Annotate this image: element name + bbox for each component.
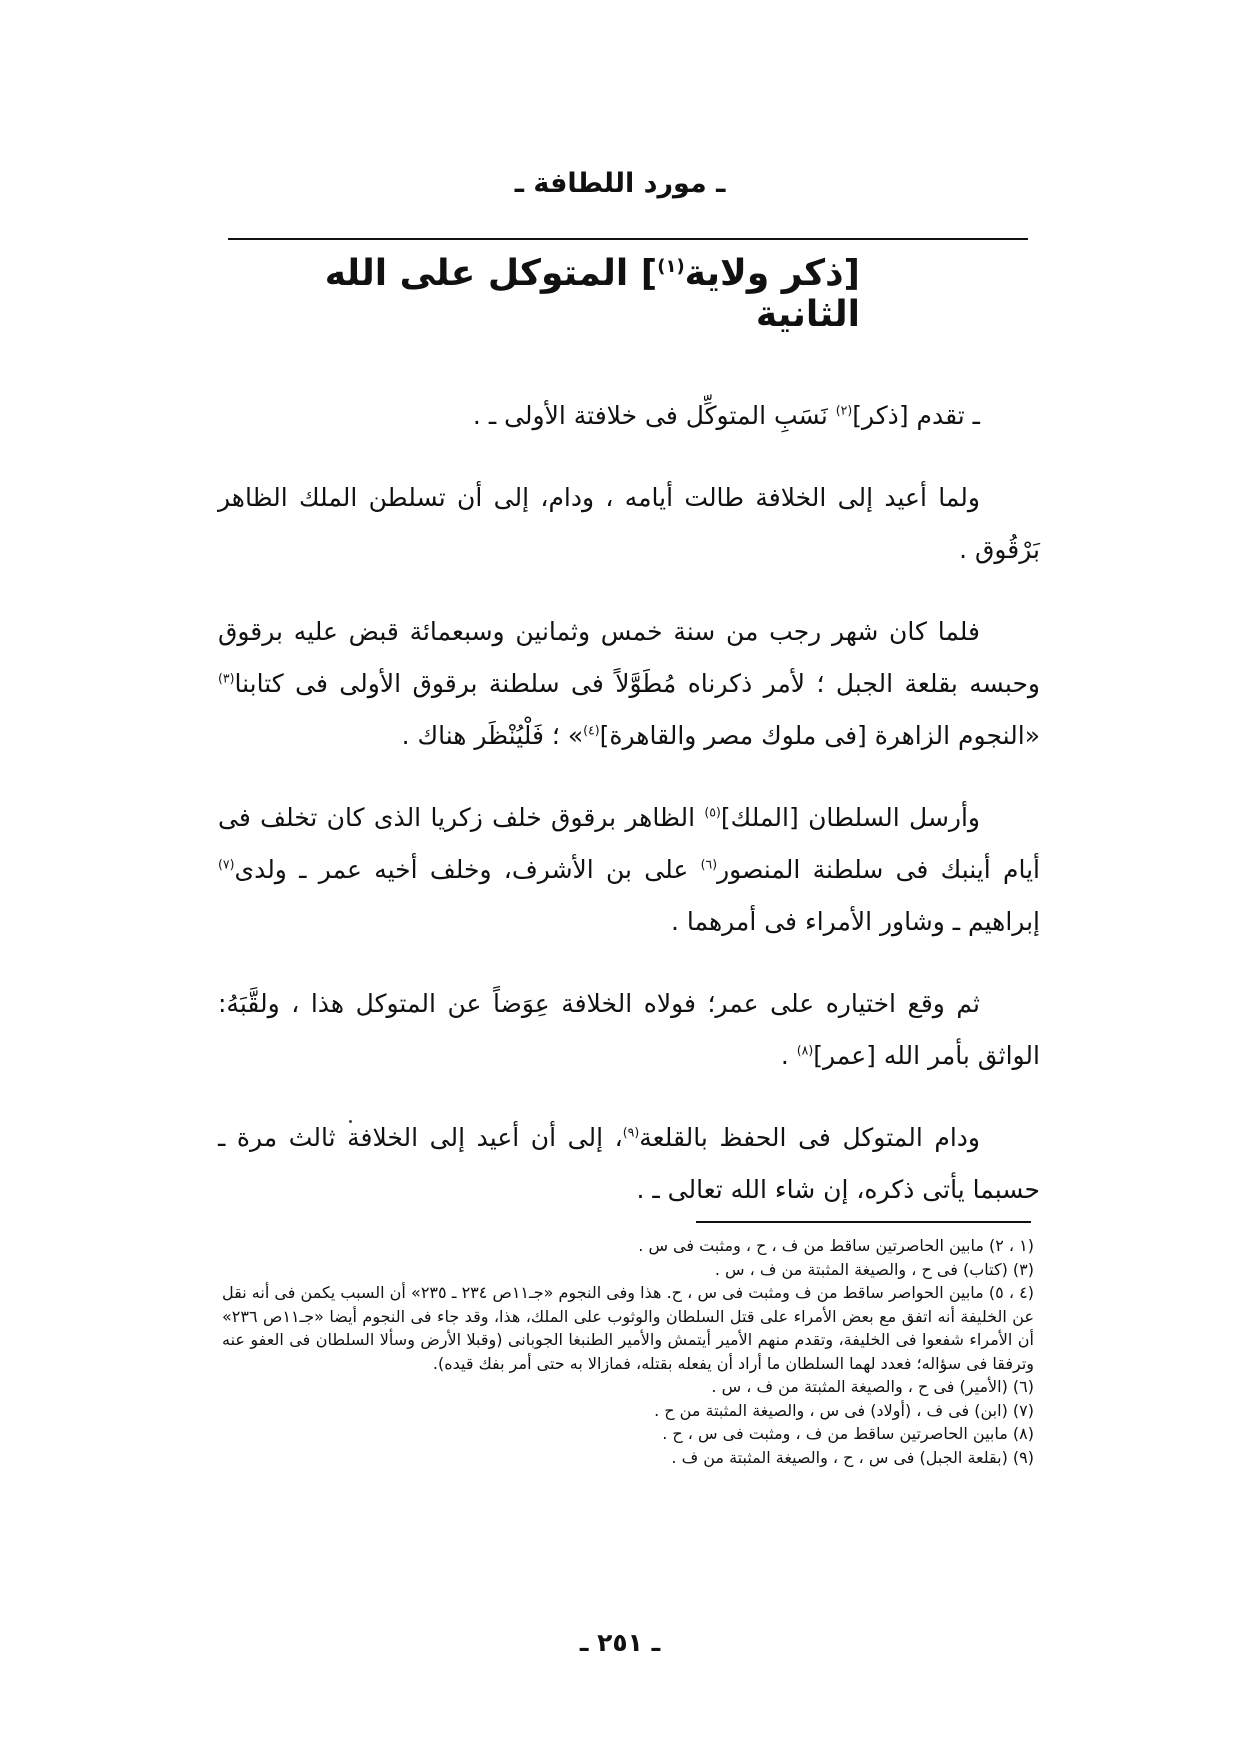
paragraph-text: نَسَبِ المتوكِّل فى خلافتة الأولى ـ . (472, 401, 836, 430)
footnote-ref: (٣) (218, 670, 235, 686)
paragraph (218, 472, 1040, 576)
paragraph-text: » ؛ فَلْيُنْظَر هناك . (401, 721, 584, 750)
paragraph (218, 606, 1040, 762)
paragraph-text: . (780, 1041, 797, 1070)
footnote-ref: (٨) (796, 1042, 814, 1058)
footnote: (٩) (بقلعة الجبل) فى س ، ح ، والصيغة المثبتة من ف . (671, 1447, 1034, 1467)
footnote-ref: (١) (657, 256, 685, 277)
footnote-ref: (٥) (704, 804, 721, 820)
footnote-ref: (٩) (622, 1124, 640, 1140)
chapter-title (228, 253, 860, 335)
footnote: (١ ، ٢) مابين الحاصرتين ساقط من ف ، ح ، ومثبت فى س . (638, 1236, 1034, 1255)
paragraph-text: الظاهر برقوق خلف زكريا الذى كان تخلف فى أيام أينبك فى سلطنة المنصور (218, 803, 1040, 884)
paragraph-text: «النجوم الزاهرة [فى ملوك مصر والقاهرة] (599, 721, 1040, 750)
footnote-ref: (٧) (218, 856, 235, 872)
footnote-ref: (٦) (700, 856, 718, 872)
paragraph-text: إبراهيم ـ وشاور الأمراء فى أمرهما . (670, 907, 1040, 936)
footnote: (٨) مابين الحاصرتين ساقط من ف ، ومثبت فى س ، ح . (662, 1424, 1034, 1443)
footnote-ref: (٢) (835, 402, 853, 418)
paragraph-text: ـ تقدم [ذكر] (852, 401, 980, 430)
paragraph-text: فلما كان شهر رجب من سنة خمس وثمانين وسبعمائة قبض عليه برقوق وحبسه بقلعة الجبل ؛ لأمر ذكرناه مُطَوَّلاً فى سلطنة برقوق الأولى فى كتابنا (218, 617, 1040, 698)
footnote-ref: (٤) (583, 722, 600, 738)
page-number: ـ ٢٥١ ـ (579, 1628, 661, 1657)
footnotes (222, 1234, 1034, 1469)
paragraph-text: ثم وقع اختياره على عمر؛ فولاه الخلافة عِوَضاً عن المتوكل هذا ، ولقَّبَهُ: الواثق بأمر الله [عمر] (218, 989, 1040, 1070)
body-text (218, 390, 1040, 1246)
scan-speck (349, 1120, 352, 1123)
footnote: (٤ ، ٥) مابين الحواصر ساقط من ف ومثبت فى س ، ح. هذا وفى النجوم «جـ١١ص ٢٣٤ ـ ٢٣٥» أن السبب يكمن فى أنه نقل عن الخليفة أنه اتفق مع بعض الأمراء على قتل السلطان والوثوب على الملك، هذا، وقد جاء فى النجوم أيضا «جـ١١ص ٢٣٦» أن الأمراء شفعوا فى الخليفة، وتقدم منهم الأمير أيتمش والأمير الطنبغا الجوبانى (وقبلا الأرض وسألا السلطان فى العفو عنه وترفقا فى سؤاله؛ فعدد لهما السلطان ما أراد أن يفعله بقتله، فمازالا به حتى أمر بفك قيده). (222, 1283, 1035, 1373)
paragraph-text: ، إلى أن أعيد إلى الخلافة ثالث مرة ـ حسبما يأتى ذكره، إن شاء الله تعالى ـ . (218, 1123, 1040, 1204)
paragraph (218, 792, 1040, 948)
header-rule (228, 238, 1028, 240)
paragraph (218, 390, 1040, 442)
footnote: (٣) (كتاب) فى ح ، والصيغة المثبتة من ف ، س . (714, 1259, 1034, 1279)
footnote-rule (696, 1221, 1031, 1223)
paragraph-text: على بن الأشرف، وخلف أخيه عمر ـ ولدى (234, 855, 701, 884)
paragraph (218, 1112, 1040, 1216)
paragraph-text: ولما أعيد إلى الخلافة طالت أيامه ، ودام، إلى أن تسلطن الملك الظاهر بَرْقُوق . (218, 483, 1040, 564)
footnote: (٧) (ابن) فى ف ، (أولاد) فى س ، والصيغة المثبتة من ح . (654, 1400, 1034, 1420)
paragraph-text: وأرسل السلطان [الملك] (720, 803, 980, 832)
paragraph-text: ودام المتوكل فى الحفظ بالقلعة (639, 1123, 980, 1152)
running-head: ـ مورد اللطافة ـ (514, 168, 726, 199)
chapter-title-text: ] المتوكل على الله الثانية (324, 253, 860, 335)
footnote: (٦) (الأمير) فى ح ، والصيغة المثبتة من ف ، س . (711, 1377, 1034, 1396)
chapter-title-text: [ذكر ولاية (684, 253, 860, 294)
paragraph (218, 978, 1040, 1082)
